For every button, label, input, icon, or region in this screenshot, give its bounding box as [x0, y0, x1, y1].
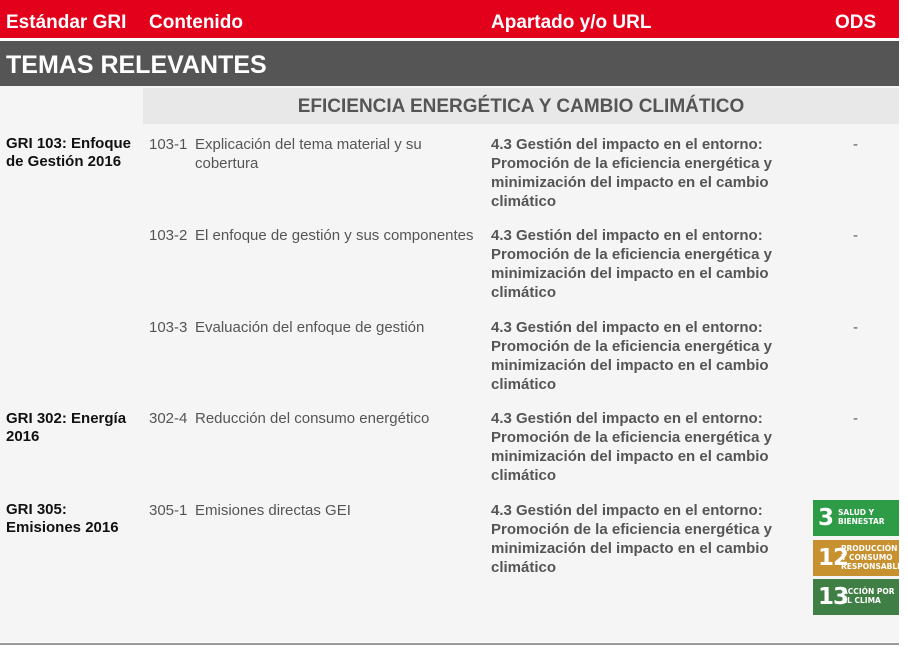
sdg-label: PRODUCCIÓN Y CONSUMO RESPONSABLES [841, 544, 908, 571]
sdg-badge-3 [813, 500, 899, 536]
reference-text: 4.3 Gestión del impacto en el entorno: Promoción de la eficiencia energética y minimización del impacto en el cambio climático [491, 136, 772, 210]
sdg-label: SALUD Y BIENESTAR [838, 508, 885, 526]
ods-value: - [853, 410, 858, 427]
bottom-divider [0, 643, 899, 645]
section-title: TEMAS RELEVANTES [6, 51, 267, 79]
sdg-badge-12 [813, 540, 908, 576]
reference-text: 4.3 Gestión del impacto en el entorno: Promoción de la eficiencia energética y minimización del impacto en el cambio climático [491, 502, 772, 576]
sdg-label: ACCIÓN POR EL CLIMA [842, 587, 895, 605]
reference-text: 4.3 Gestión del impacto en el entorno: Promoción de la eficiencia energética y minimización del impacto en el cambio climático [491, 410, 772, 484]
sdg-number: 12 [818, 545, 849, 571]
content-description: Emisiones directas GEI [195, 502, 351, 519]
content-code: 103-1 [149, 136, 188, 153]
section-title-bar [0, 41, 899, 86]
content-code: 103-3 [149, 319, 188, 336]
ods-value: - [853, 136, 858, 153]
header-divider [0, 38, 899, 40]
subsection-title: EFICIENCIA ENERGÉTICA Y CAMBIO CLIMÁTICO [143, 88, 899, 124]
ods-value: - [853, 319, 858, 336]
content-description: Explicación del tema material y su cobertura [195, 136, 422, 172]
column-header-standard: Estándar GRI [6, 12, 127, 33]
content-description: El enfoque de gestión y sus componentes [195, 227, 474, 244]
standard-label: GRI 302: Energía 2016 [6, 410, 127, 445]
reference-text: 4.3 Gestión del impacto en el entorno: Promoción de la eficiencia energética y minimización del impacto en el cambio climático [491, 227, 772, 301]
column-header-ods: ODS [835, 12, 877, 33]
content-description: Reducción del consumo energético [195, 410, 430, 427]
reference-text: 4.3 Gestión del impacto en el entorno: Promoción de la eficiencia energética y minimización del impacto en el cambio climático [491, 319, 772, 393]
sdg-number: 13 [818, 584, 849, 610]
content-code: 305-1 [149, 502, 188, 519]
ods-value: - [853, 227, 858, 244]
standard-label: GRI 305: Emisiones 2016 [6, 501, 119, 536]
column-header-content: Contenido [149, 12, 243, 33]
content-description: Evaluación del enfoque de gestión [195, 319, 425, 336]
content-code: 302-4 [149, 410, 188, 427]
table-header [0, 0, 899, 38]
standard-label: GRI 103: Enfoque de Gestión 2016 [6, 135, 132, 170]
sdg-number: 3 [818, 505, 834, 531]
column-header-reference: Apartado y/o URL [491, 12, 652, 33]
content-code: 103-2 [149, 227, 188, 244]
sdg-badge-13 [813, 579, 899, 615]
